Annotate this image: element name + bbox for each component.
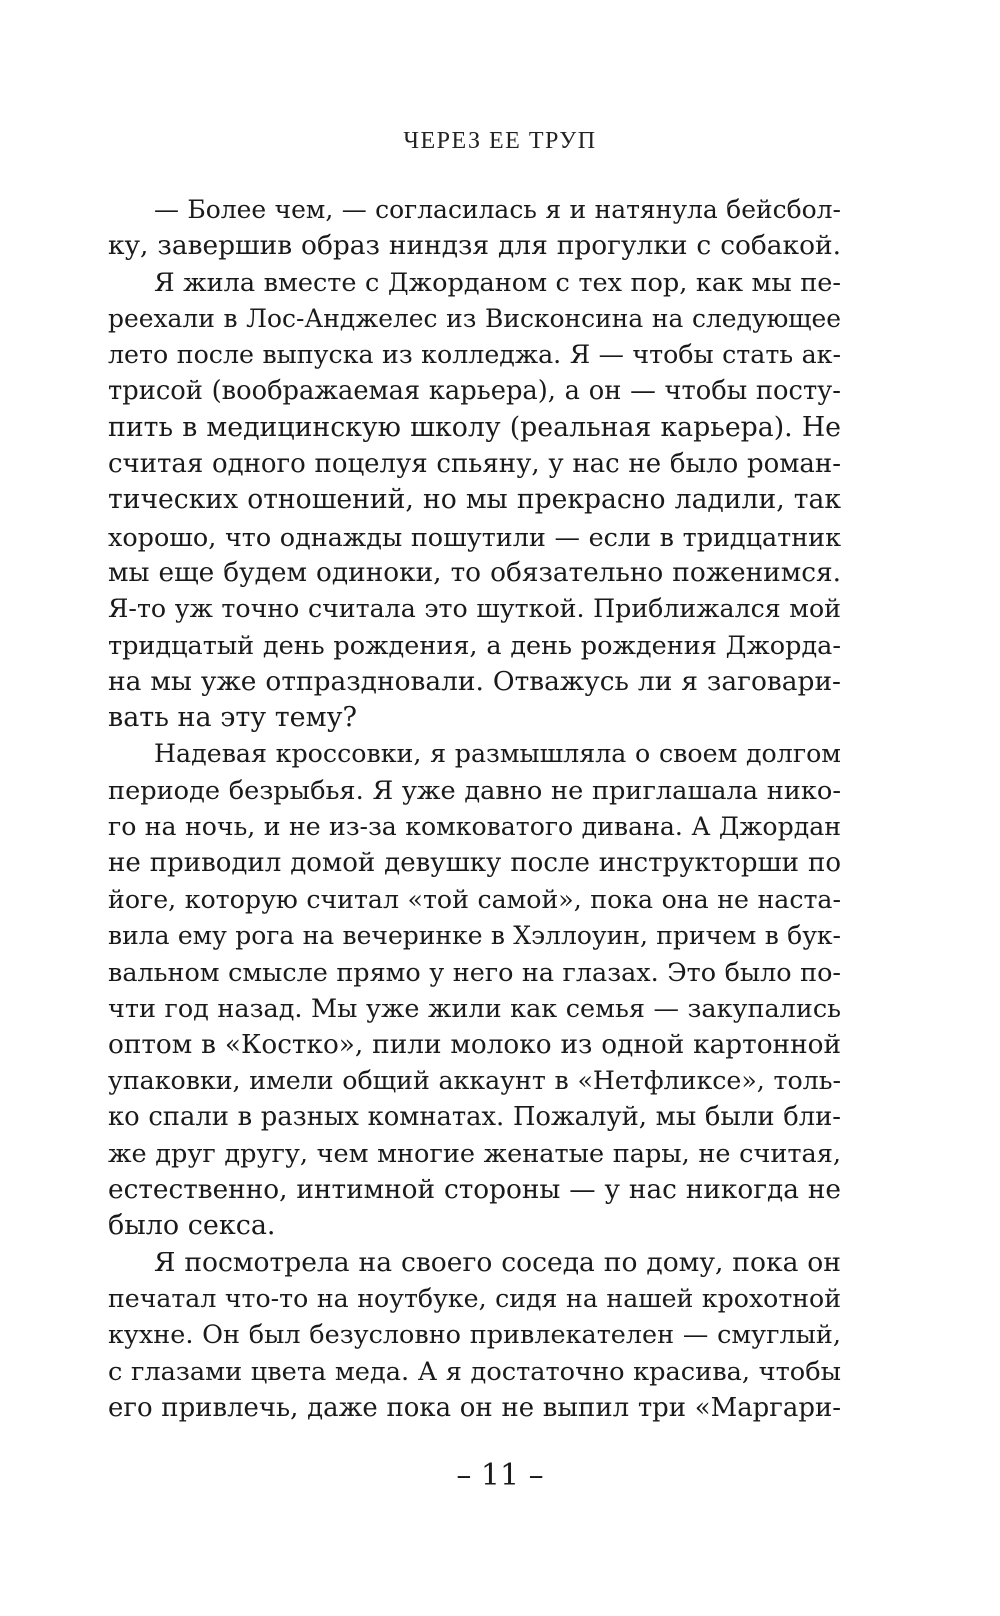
text-line: ко спали в разных комнатах. Пожалуй, мы были бли- xyxy=(108,1102,841,1133)
text-line: упаковки, имели общий аккаунт в «Нетфликсе», толь- xyxy=(108,1066,841,1096)
text-line: Я посмотрела на своего соседа по дому, пока он xyxy=(154,1246,841,1278)
text-line: реехали в Лос-Анджелес из Висконсина на следующее xyxy=(108,303,841,333)
running-head: ЧЕРЕЗ ЕЕ ТРУП xyxy=(403,128,597,154)
text-line: периоде безрыбья. Я уже давно не приглашала нико- xyxy=(108,775,841,806)
text-line: вать на эту тему? xyxy=(108,702,357,734)
text-line: тридцатый день рождения, а день рождения Джорда- xyxy=(108,630,841,661)
text-line: чти год назад. Мы уже жили как семья — закупались xyxy=(108,993,841,1024)
text-line: Я жила вместе с Джорданом с тех пор, как мы пе- xyxy=(154,267,841,298)
text-line: же друг другу, чем многие женатые пары, не считая, xyxy=(108,1138,841,1169)
text-line: считая одного поцелуя спьяну, у нас не было роман- xyxy=(108,449,841,480)
text-line: оптом в «Костко», пили молоко из одной картонной xyxy=(108,1029,841,1060)
text-line: тических отношений, но мы прекрасно ладили, так xyxy=(108,484,841,516)
text-line: вальном смысле прямо у него на глазах. Это было по- xyxy=(108,957,841,988)
text-line: йоге, которую считал «той самой», пока она не наста- xyxy=(108,884,841,914)
text-line: кухне. Он был безусловно привлекателен — смуглый, xyxy=(108,1320,841,1351)
text-line: лето после выпуска из колледжа. Я — чтобы стать ак- xyxy=(108,340,841,370)
text-line: Я-то уж точно считала это шуткой. Приближался мой xyxy=(108,594,841,624)
text-line: Надевая кроссовки, я размышляла о своем долгом xyxy=(154,739,841,769)
body-text xyxy=(108,192,841,1426)
text-line: трисой (воображаемая карьера), а он — чтобы посту- xyxy=(108,376,841,407)
text-line: го на ночь, и не из-за комковатого дивана. А Джордан xyxy=(108,812,841,842)
page-number: – 11 – xyxy=(456,1458,544,1493)
text-line: печатал что-то на ноутбуке, сидя на нашей крохотной xyxy=(108,1283,841,1313)
text-line: было секса. xyxy=(108,1210,276,1242)
text-line: не приводил домой девушку после инструкторши по xyxy=(108,848,841,879)
text-line: — Более чем, — согласилась я и натянула бейсбол- xyxy=(154,195,841,224)
text-line: на мы уже отпраздновали. Отважусь ли я заговари- xyxy=(108,665,841,697)
text-line: его привлечь, даже пока он не выпил три «Маргари- xyxy=(108,1392,841,1423)
text-line: ку, завершив образ ниндзя для прогулки с собакой. xyxy=(108,230,841,262)
text-line: мы еще будем одиноки, то обязательно поженимся. xyxy=(108,557,841,588)
text-line: с глазами цвета меда. А я достаточно красива, чтобы xyxy=(108,1356,841,1387)
text-line: вила ему рога на вечеринке в Хэллоуин, причем в бук- xyxy=(108,920,841,950)
text-line: пить в медицинскую школу (реальная карьера). Не xyxy=(108,411,841,443)
text-line: хорошо, что однажды пошутили — если в тридцатник xyxy=(108,521,841,552)
text-line: естественно, интимной стороны — у нас никогда не xyxy=(108,1175,841,1206)
